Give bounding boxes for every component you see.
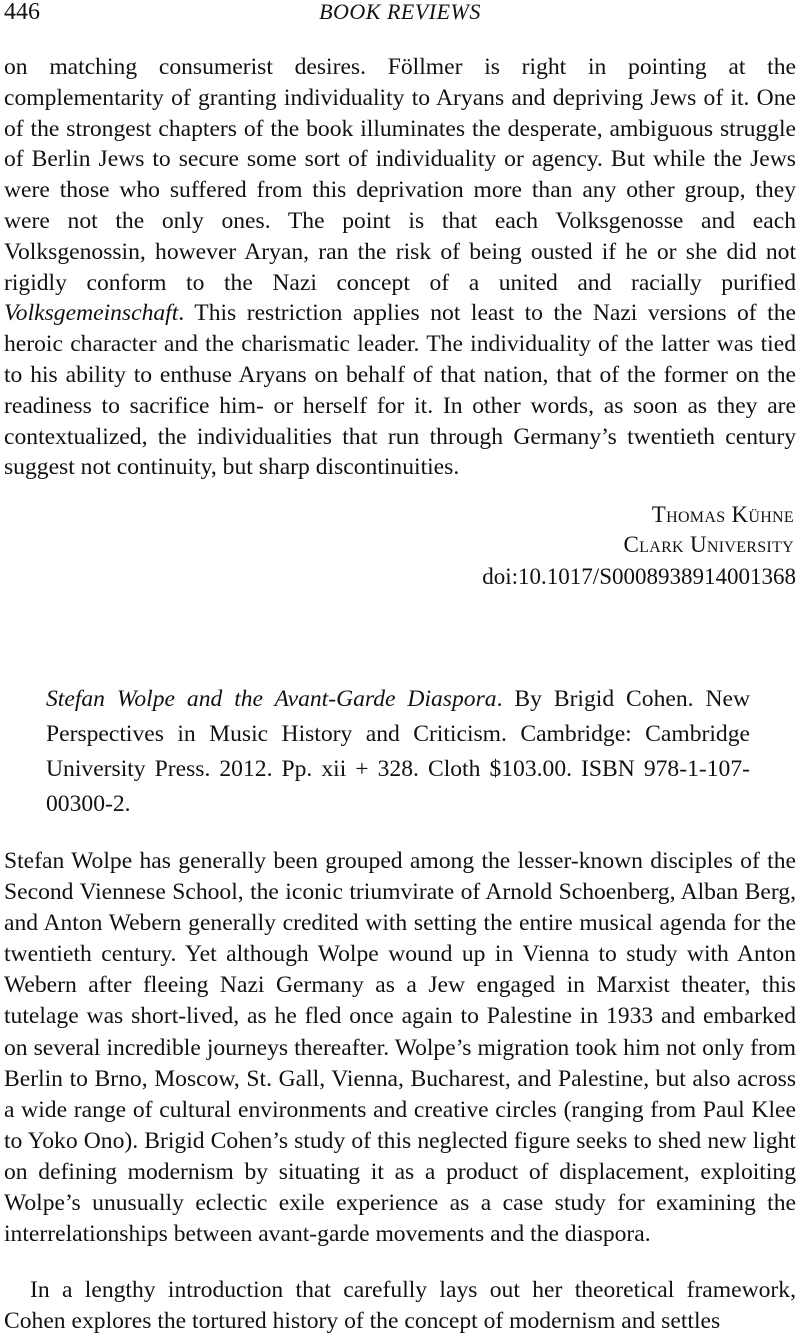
italic-term: Volksgemeinschaft [4,300,179,327]
citation-details: . By Brigid Cohen. New Perspectives in Music History and Criticism. Cambridge: Cambridge University Press. 2012. Pp. xii + 328. Cloth $103.00. ISBN 978-1-107-00300-2. [46,686,750,817]
reviewer-affiliation: Clark University [623,532,794,557]
paragraph-text: on matching consumerist desires. Föllmer is right in pointing at the complementarity of granting individuality to Aryans and depriving Jews of it. One of the strongest chapters of the book illuminates the desperate, ambiguous struggle of Berlin Jews to secure some sort of individuality or agency. But while the Jews were those who suffered from this deprivation more than any other group, they were not the only ones. The point is that each Volksgenosse and each Volksgenossin, however Aryan, ran the risk of being ousted if he or she did not rigidly conform to the Nazi concept of a united and racially purified [4,54,796,296]
paragraph-text: . This restriction applies not least to the Nazi versions of the heroic character and the charismatic leader. The individuality of the latter was tied to his ability to enthuse Aryans on behalf of that nation, that of the former on the readiness to sacrifice him- or herself for it. In other words, as soon as they are contextualized, the individualities that run through Germany’s twentieth century suggest not continuity, but sharp discontinuities. [4,300,796,481]
review-continuation-paragraph [4,52,796,483]
page-number: 446 [4,0,40,25]
book-citation [46,682,750,822]
doi: doi:10.1017/S0008938914001368 [482,564,796,589]
review-body-paragraph: In a lengthy introduction that carefully lays out her theoretical framework, Cohen explores the tortured history of the concept of modernism and settles [4,1277,796,1334]
book-title: Stefan Wolpe and the Avant-Garde Diaspora [46,686,497,712]
review-body-paragraph: Stefan Wolpe has generally been grouped among the lesser-known disciples of the Second Viennese School, the iconic triumvirate of Arnold Schoenberg, Alban Berg, and Anton Webern generally credited with setting the entire musical agenda for the twentieth century. Yet although Wolpe wound up in Vienna to study with Anton Webern after fleeing Nazi Germany as a Jew engaged in Marxist theater, this tutelage was short-lived, as he fled once again to Palestine in 1933 and embarked on several incredible journeys thereafter. Wolpe’s migration took him not only from Berlin to Brno, Moscow, St. Gall, Vienna, Bucharest, and Palestine, but also across a wide range of cultural environments and creative circles (ranging from Paul Klee to Yoko Ono). Brigid Cohen’s study of this neglected figure seeks to shed new light on defining modernism by situating it as a product of displacement, exploiting Wolpe’s unusually eclectic exile experience as a case study for examining the interrelationships between avant-garde movements and the diaspora. [4,848,796,1248]
reviewer-name: Thomas Kühne [651,502,794,527]
running-head: BOOK REVIEWS [319,0,481,24]
page-header [0,0,800,28]
